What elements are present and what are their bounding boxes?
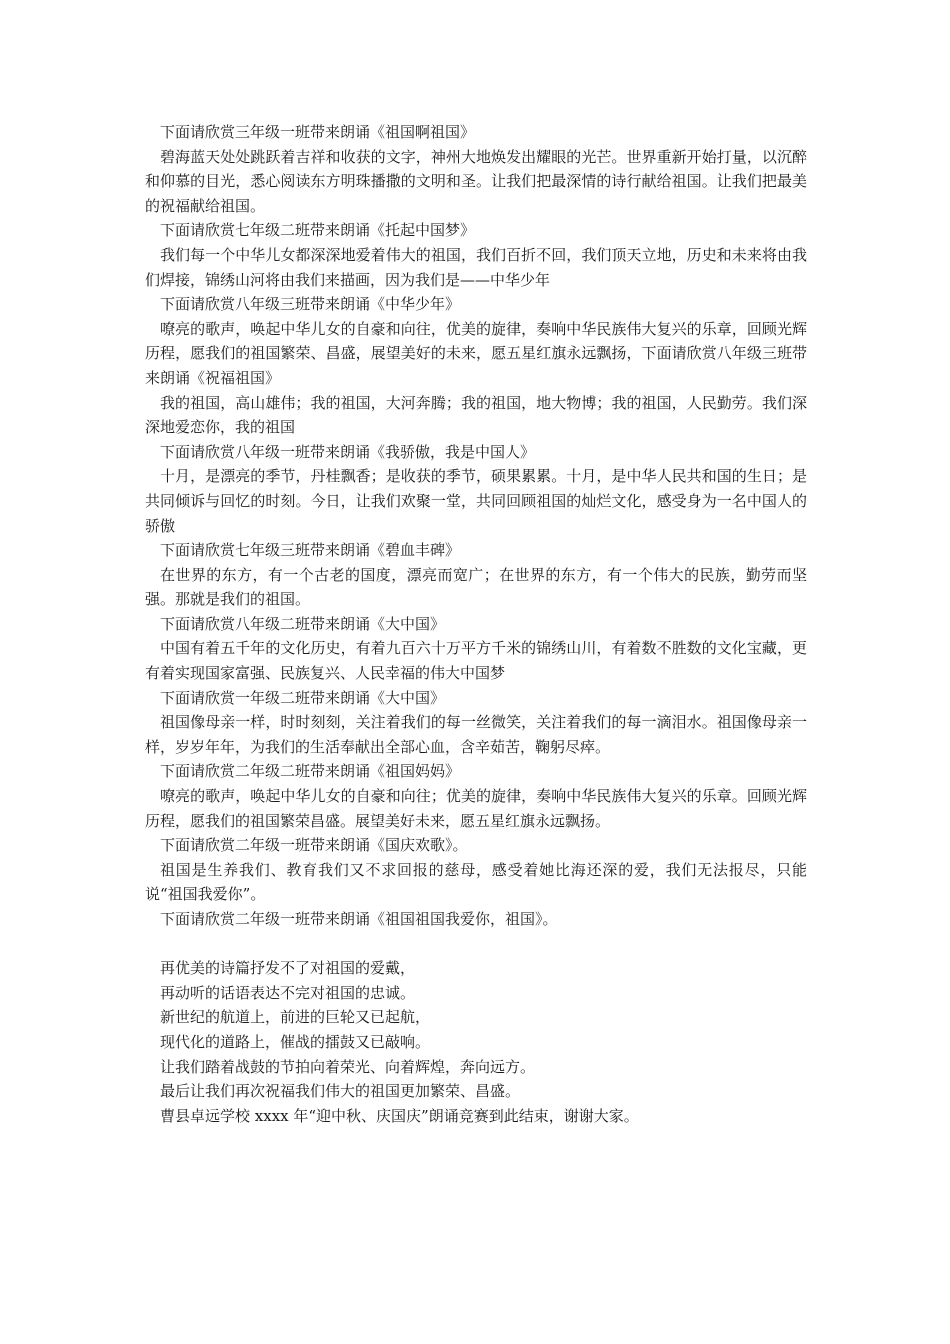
program-intro: 下面请欣赏八年级一班带来朗诵《我骄傲，我是中国人》	[160, 442, 536, 461]
recitation-text: 中国有着五千年的文化历史，有着九百六十万平方千米的锦绣山川，有着数不胜数的文化宝藏，更有着实现国家富强、民族复兴、人民幸福的伟大中国梦	[145, 639, 807, 683]
program-intro: 下面请欣赏三年级一班带来朗诵《祖国啊祖国》	[160, 123, 476, 141]
program-intro: 下面请欣赏七年级二班带来朗诵《托起中国梦》	[160, 221, 476, 240]
program-intro: 下面请欣赏二年级二班带来朗诵《祖国妈妈》	[160, 762, 461, 781]
document-body	[145, 120, 807, 1128]
recitation-text: 祖国像母亲一样，时时刻刻，关注着我们的每一丝微笑，关注着我们的每一滴泪水。祖国像母亲一样，岁岁年年，为我们的生活奉献出全部心血，含辛茹苦，鞠躬尽瘁。	[145, 713, 807, 756]
blank-line	[145, 932, 807, 957]
closing-line: 最后让我们再次祝福我们伟大的祖国更加繁荣、昌盛。	[160, 1082, 521, 1101]
recitation-text: 在世界的东方，有一个古老的国度，漂亮而宽广；在世界的东方，有一个伟大的民族，勤劳而坚强。那就是我们的祖国。	[145, 565, 807, 609]
closing-line: 曹县卓远学校 xxxx 年“迎中秋、庆国庆”朗诵竞赛到此结束，谢谢大家。	[160, 1106, 639, 1125]
closing-line: 再优美的诗篇抒发不了对祖国的爱戴，	[160, 959, 416, 978]
closing-line: 新世纪的航道上，前进的巨轮又已起航，	[160, 1008, 431, 1027]
recitation-text: 我的祖国，高山雄伟；我的祖国，大河奔腾；我的祖国，地大物博；我的祖国，人民勤劳。我们深深地爱恋你，我的祖国	[145, 393, 807, 437]
recitation-text: 十月，是漂亮的季节，丹桂飘香；是收获的季节，硕果累累。十月，是中华人民共和国的生日；是共同倾诉与回忆的时刻。今日，让我们欢聚一堂，共同回顾祖国的灿烂文化，感受身为一名中国人的骄傲	[145, 467, 807, 535]
closing-line: 再动听的话语表达不完对祖国的忠诚。	[160, 983, 416, 1002]
closing-line: 让我们踏着战鼓的节拍向着荣光、向着辉煌，奔向远方。	[160, 1057, 536, 1076]
recitation-text: 嘹亮的歌声，唤起中华儿女的自豪和向往；优美的旋律，奏响中华民族伟大复兴的乐章。回顾光辉历程，愿我们的祖国繁荣昌盛。展望美好未来，愿五星红旗永远飘扬。	[145, 787, 807, 830]
recitation-text: 我们每一个中华儿女都深深地爱着伟大的祖国，我们百折不回，我们顶天立地，历史和未来将由我们焊接，锦绣山河将由我们来描画，因为我们是——中华少年	[145, 245, 807, 289]
recitation-text: 碧海蓝天处处跳跃着吉祥和收获的文字，神州大地焕发出耀眼的光芒。世界重新开始打量，以沉醉和仰慕的目光，悉心阅读东方明珠播撒的文明和圣。让我们把最深情的诗行献给祖国。让我们把最美的祝福献给祖国。	[145, 147, 807, 215]
recitation-text: 嘹亮的歌声，唤起中华儿女的自豪和向往，优美的旋律，奏响中华民族伟大复兴的乐章，回顾光辉历程，愿我们的祖国繁荣、昌盛，展望美好的未来，愿五星红旗永远飘扬，下面请欣赏八年级三班带来朗诵《祝福祖国》	[145, 319, 807, 387]
program-intro: 下面请欣赏一年级二班带来朗诵《大中国》	[160, 688, 446, 707]
program-intro: 下面请欣赏八年级三班带来朗诵《中华少年》	[160, 295, 461, 314]
program-intro: 下面请欣赏二年级一班带来朗诵《祖国祖国我爱你，祖国》。	[160, 910, 558, 928]
program-intro: 下面请欣赏七年级三班带来朗诵《碧血丰碑》	[160, 541, 461, 560]
program-intro: 下面请欣赏二年级一班带来朗诵《国庆欢歌》。	[160, 836, 468, 855]
closing-line: 现代化的道路上，催战的擂鼓又已敲响。	[160, 1032, 431, 1051]
recitation-text: 祖国是生养我们、教育我们又不求回报的慈母，感受着她比海还深的爱，我们无法报尽，只能说“祖国我爱你”。	[145, 860, 807, 904]
program-intro: 下面请欣赏八年级二班带来朗诵《大中国》	[160, 614, 446, 633]
